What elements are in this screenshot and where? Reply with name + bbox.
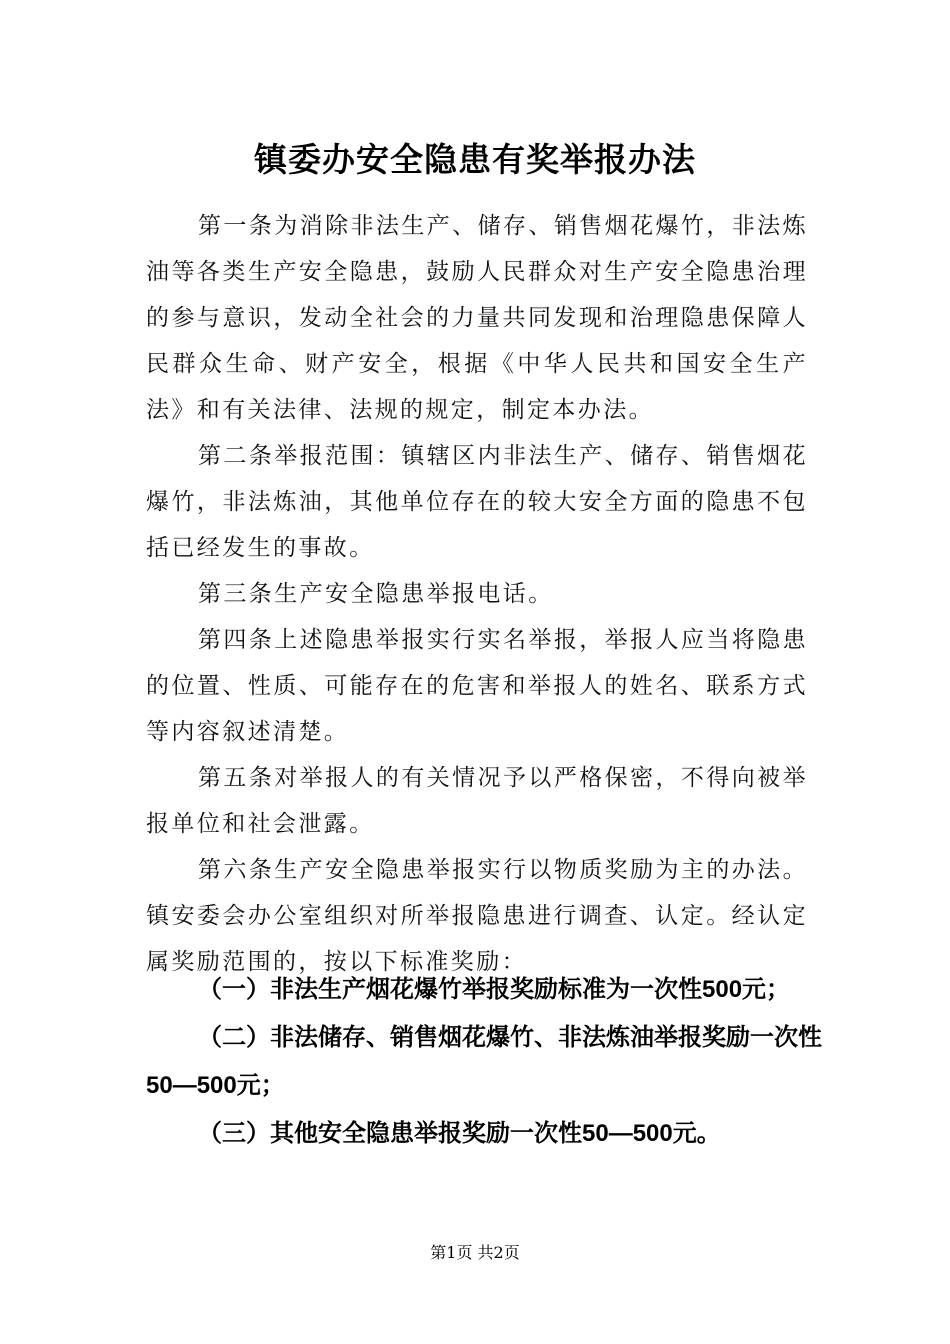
page-footer: 第1页 共2页 <box>430 1243 520 1262</box>
article-1: 第一条为消除非法生产、储存、销售烟花爆竹，非法炼油等各类生产安全隐患，鼓励人民群众对生产安全隐患治理的参与意识，发动全社会的力量共同发现和治理隐患保障人民群众生命、财产安全，根据《中华人民共和国安全生产法》和有关法律、法规的规定，制定本办法。 <box>146 213 808 423</box>
reward-item-2: （二）非法储存、销售烟花爆竹、非法炼油举报奖励一次性50—500元； <box>146 1024 822 1099</box>
article-5: 第五条对举报人的有关情况予以严格保密，不得向被举报单位和社会泄露。 <box>146 765 808 837</box>
reward-list <box>146 966 826 1158</box>
article-6: 第六条生产安全隐患举报实行以物质奖励为主的办法。镇安委会办公室组织对所举报隐患进行调查、认定。经认定属奖励范围的，按以下标准奖励： <box>146 857 808 975</box>
document-title: 镇委办安全隐患有奖举报办法 <box>254 140 696 179</box>
document-body <box>146 203 808 985</box>
reward-item-3: （三）其他安全隐患举报奖励一次性50—500元。 <box>198 1120 721 1147</box>
article-3: 第三条生产安全隐患举报电话。 <box>198 581 554 607</box>
article-4: 第四条上述隐患举报实行实名举报，举报人应当将隐患的位置、性质、可能存在的危害和举报人的姓名、联系方式等内容叙述清楚。 <box>146 627 808 745</box>
article-2: 第二条举报范围：镇辖区内非法生产、储存、销售烟花爆竹，非法炼油，其他单位存在的较大安全方面的隐患不包括已经发生的事故。 <box>146 443 808 561</box>
reward-item-1: （一）非法生产烟花爆竹举报奖励标准为一次性500元； <box>198 976 791 1003</box>
